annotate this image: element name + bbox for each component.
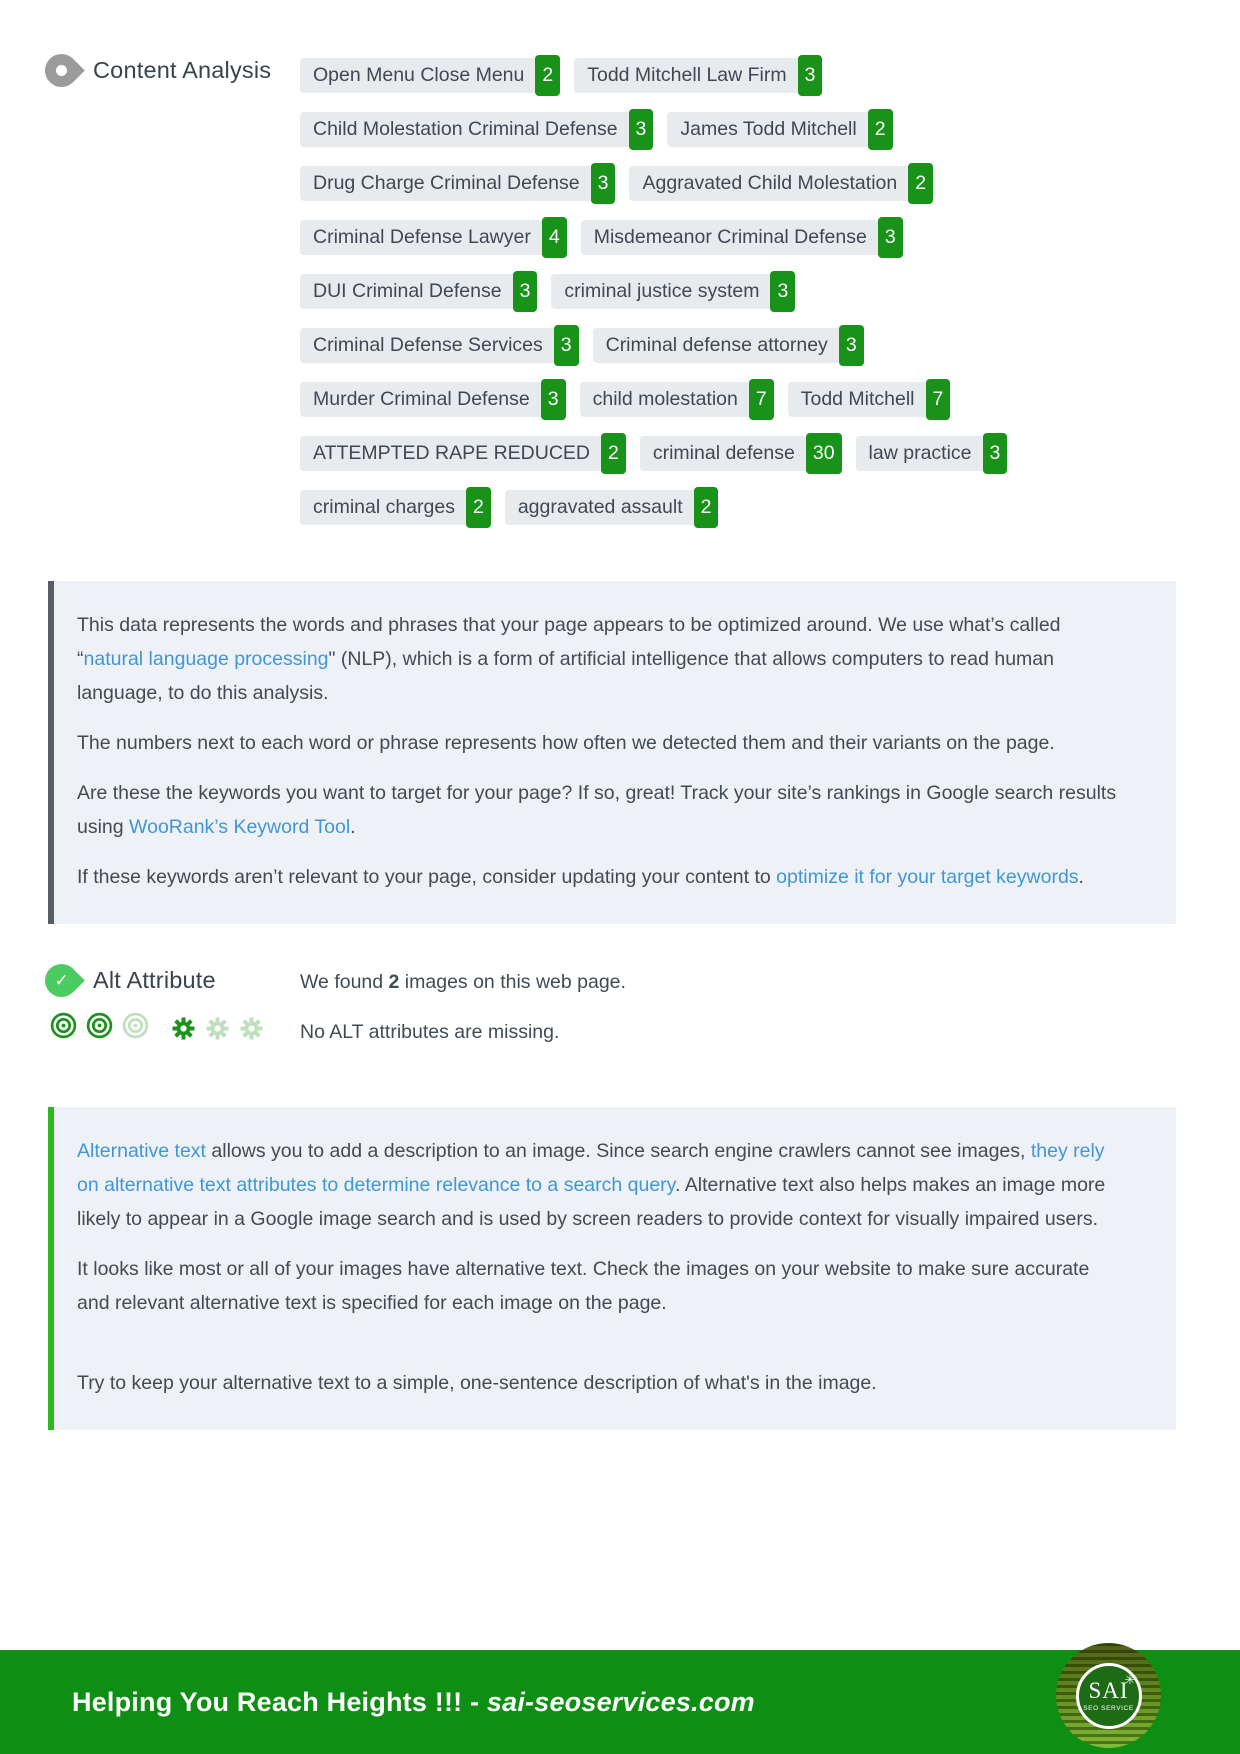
logo-subtext: SEO SERVICE (1083, 1705, 1134, 1712)
keyword-tag (300, 328, 579, 363)
info-paragraph (77, 1366, 1120, 1400)
keyword-count-badge: 2 (908, 163, 933, 204)
keyword-tag (580, 382, 774, 417)
keyword-count-badge: 2 (466, 487, 491, 528)
keyword-tag (300, 112, 653, 147)
footer-logo (1056, 1643, 1161, 1748)
keyword-tag (640, 436, 842, 471)
text-segment: Are these the keywords you want to target for your page? If so, great! Track your site’s rankings in Google search results using (77, 782, 1117, 838)
keyword-tag-label: Criminal Defense Lawyer (313, 226, 531, 248)
bullseye-icon (86, 1012, 113, 1039)
keyword-tag (300, 490, 491, 525)
keyword-count-badge: 2 (694, 487, 719, 528)
keyword-tag-label: ATTEMPTED RAPE REDUCED (313, 442, 590, 464)
text-segment: . (1078, 866, 1084, 888)
keyword-tag-label: criminal justice system (564, 280, 760, 302)
keyword-count-badge: 3 (513, 271, 538, 312)
keyword-tag (300, 382, 566, 417)
gear-icon (239, 1016, 264, 1041)
text-segment: . (350, 816, 356, 838)
bullseye-icon (50, 1012, 77, 1039)
info-paragraph (77, 1134, 1120, 1236)
keyword-count-badge: 2 (535, 55, 560, 96)
text-segment: . Alternative text also helps makes an image more likely to appear in a Google image search and is used by screen readers to provide context for visually impaired users. (77, 1174, 1106, 1230)
inline-link[interactable]: WooRank’s Keyword Tool (129, 816, 351, 838)
keyword-tag-label: DUI Criminal Defense (313, 280, 502, 302)
keyword-count-badge: 7 (749, 379, 774, 420)
keyword-tag (788, 382, 951, 417)
gear-icons (171, 1016, 273, 1041)
alt-attribute-results (300, 964, 626, 1045)
keyword-tag (505, 490, 719, 525)
keyword-count-badge: 4 (542, 217, 567, 258)
keyword-count-badge: 7 (926, 379, 951, 420)
content-analysis-info-box (48, 581, 1176, 924)
score-icons (45, 1012, 300, 1044)
keyword-count-badge: 3 (591, 163, 616, 204)
text-segment: Try to keep your alternative text to a simple, one-sentence description of what's in the image. (77, 1372, 877, 1394)
text-segment: allows you to add a description to an image. Since search engine crawlers cannot see images, (205, 1140, 1031, 1162)
alt-attribute-header (45, 964, 300, 1045)
keyword-tag-label: child molestation (592, 388, 738, 410)
gear-icon (205, 1016, 230, 1041)
keyword-tag (629, 166, 933, 201)
keyword-count-badge: 3 (798, 55, 823, 96)
content-analysis-header (45, 54, 300, 525)
content-analysis-icon (38, 47, 85, 94)
keyword-count-badge: 3 (541, 379, 566, 420)
keyword-tag-label: Open Menu Close Menu (313, 64, 525, 86)
keyword-tag (856, 436, 1008, 471)
info-paragraph (77, 726, 1120, 760)
alt-attribute-info-box (48, 1107, 1176, 1430)
keyword-tag-label: Murder Criminal Defense (313, 388, 530, 410)
bullseye-icon (122, 1012, 149, 1039)
footer-tagline-text: Helping You Reach Heights !!! - (72, 1686, 487, 1717)
keyword-count-badge: 3 (839, 325, 864, 366)
check-icon: ✓ (38, 957, 85, 1004)
keyword-tag-label: Criminal defense attorney (605, 334, 828, 356)
keyword-tag (574, 58, 822, 93)
keyword-tag-label: criminal defense (652, 442, 795, 464)
alt-missing-text: No ALT attributes are missing. (300, 1021, 560, 1043)
keyword-count-badge: 2 (601, 433, 626, 474)
keyword-tag (300, 166, 615, 201)
keyword-tag (581, 220, 903, 255)
content-analysis-section (45, 54, 1195, 525)
inline-link[interactable]: they rely on alternative text attributes to determine relevance to a search query (77, 1140, 1105, 1196)
text-segment: The numbers next to each word or phrase represents how often we detected them and their variants on the page. (77, 732, 1055, 754)
keyword-count-badge: 30 (806, 433, 842, 474)
keyword-tag-label: James Todd Mitchell (680, 118, 857, 140)
info-paragraph (77, 608, 1120, 710)
alt-attribute-section (45, 964, 1195, 1045)
keyword-tag (300, 436, 626, 471)
inline-link[interactable]: optimize it for your target keywords (776, 866, 1079, 888)
keyword-tag-label: Child Molestation Criminal Defense (313, 118, 618, 140)
content-analysis-title: Content Analysis (93, 57, 272, 83)
keyword-tag-label: criminal charges (313, 496, 455, 518)
inline-link[interactable]: natural language processing (83, 648, 329, 670)
keyword-count-badge: 3 (878, 217, 903, 258)
keyword-tag-label: Aggravated Child Molestation (642, 172, 898, 194)
bold-text: 2 (388, 971, 400, 993)
keyword-tag-label: Todd Mitchell Law Firm (587, 64, 787, 86)
logo-text: SAI (1088, 1678, 1129, 1703)
text-segment: It looks like most or all of your images have alternative text. Check the images on your website to make sure accurate and relevant alternative text is specified for each image on the page. (77, 1258, 1090, 1314)
text-segment: If these keywords aren’t relevant to your page, consider updating your content to (77, 866, 777, 888)
bullseye-icons (50, 1012, 158, 1044)
text-segment: " (NLP), which is a form of artificial intelligence that allows computers to read human language, to do this analysis. (77, 648, 1054, 704)
keyword-count-badge: 3 (629, 109, 654, 150)
keyword-count-badge: 2 (868, 109, 893, 150)
inline-link[interactable]: Alternative text (77, 1140, 206, 1162)
alt-attribute-title: Alt Attribute (93, 967, 216, 993)
keyword-tag-label: Drug Charge Criminal Defense (313, 172, 580, 194)
keyword-tag-label: aggravated assault (517, 496, 683, 518)
keyword-tag (300, 58, 560, 93)
keyword-count-badge: 3 (554, 325, 579, 366)
keyword-tag (593, 328, 864, 363)
keyword-tag (667, 112, 892, 147)
sai-logo-badge (1076, 1663, 1142, 1729)
keyword-tag-label: Todd Mitchell (800, 388, 915, 410)
keyword-tag (300, 274, 537, 309)
keyword-tag (551, 274, 795, 309)
gear-icon (171, 1016, 196, 1041)
logo-star-icon: ✳ (1124, 1671, 1136, 1687)
keyword-tag-label: Misdemeanor Criminal Defense (593, 226, 867, 248)
footer (0, 1650, 1240, 1754)
keyword-count-badge: 3 (770, 271, 795, 312)
text-segment: images on this web page. (399, 971, 626, 993)
info-paragraph (77, 776, 1120, 844)
footer-site-name: sai-seoservices.com (486, 1686, 755, 1717)
footer-tagline (72, 1687, 755, 1718)
info-paragraph (77, 860, 1120, 894)
text-segment: This data represents the words and phrases that your page appears to be optimized around. We use what’s called “ (77, 614, 1061, 670)
keyword-tag (300, 220, 567, 255)
keyword-tag-cloud (300, 54, 1060, 525)
images-found-text (300, 969, 626, 995)
keyword-count-badge: 3 (983, 433, 1008, 474)
keyword-tag-label: Criminal Defense Services (313, 334, 543, 356)
keyword-tag-label: law practice (868, 442, 972, 464)
info-paragraph (77, 1252, 1120, 1320)
text-segment: We found (300, 971, 389, 993)
